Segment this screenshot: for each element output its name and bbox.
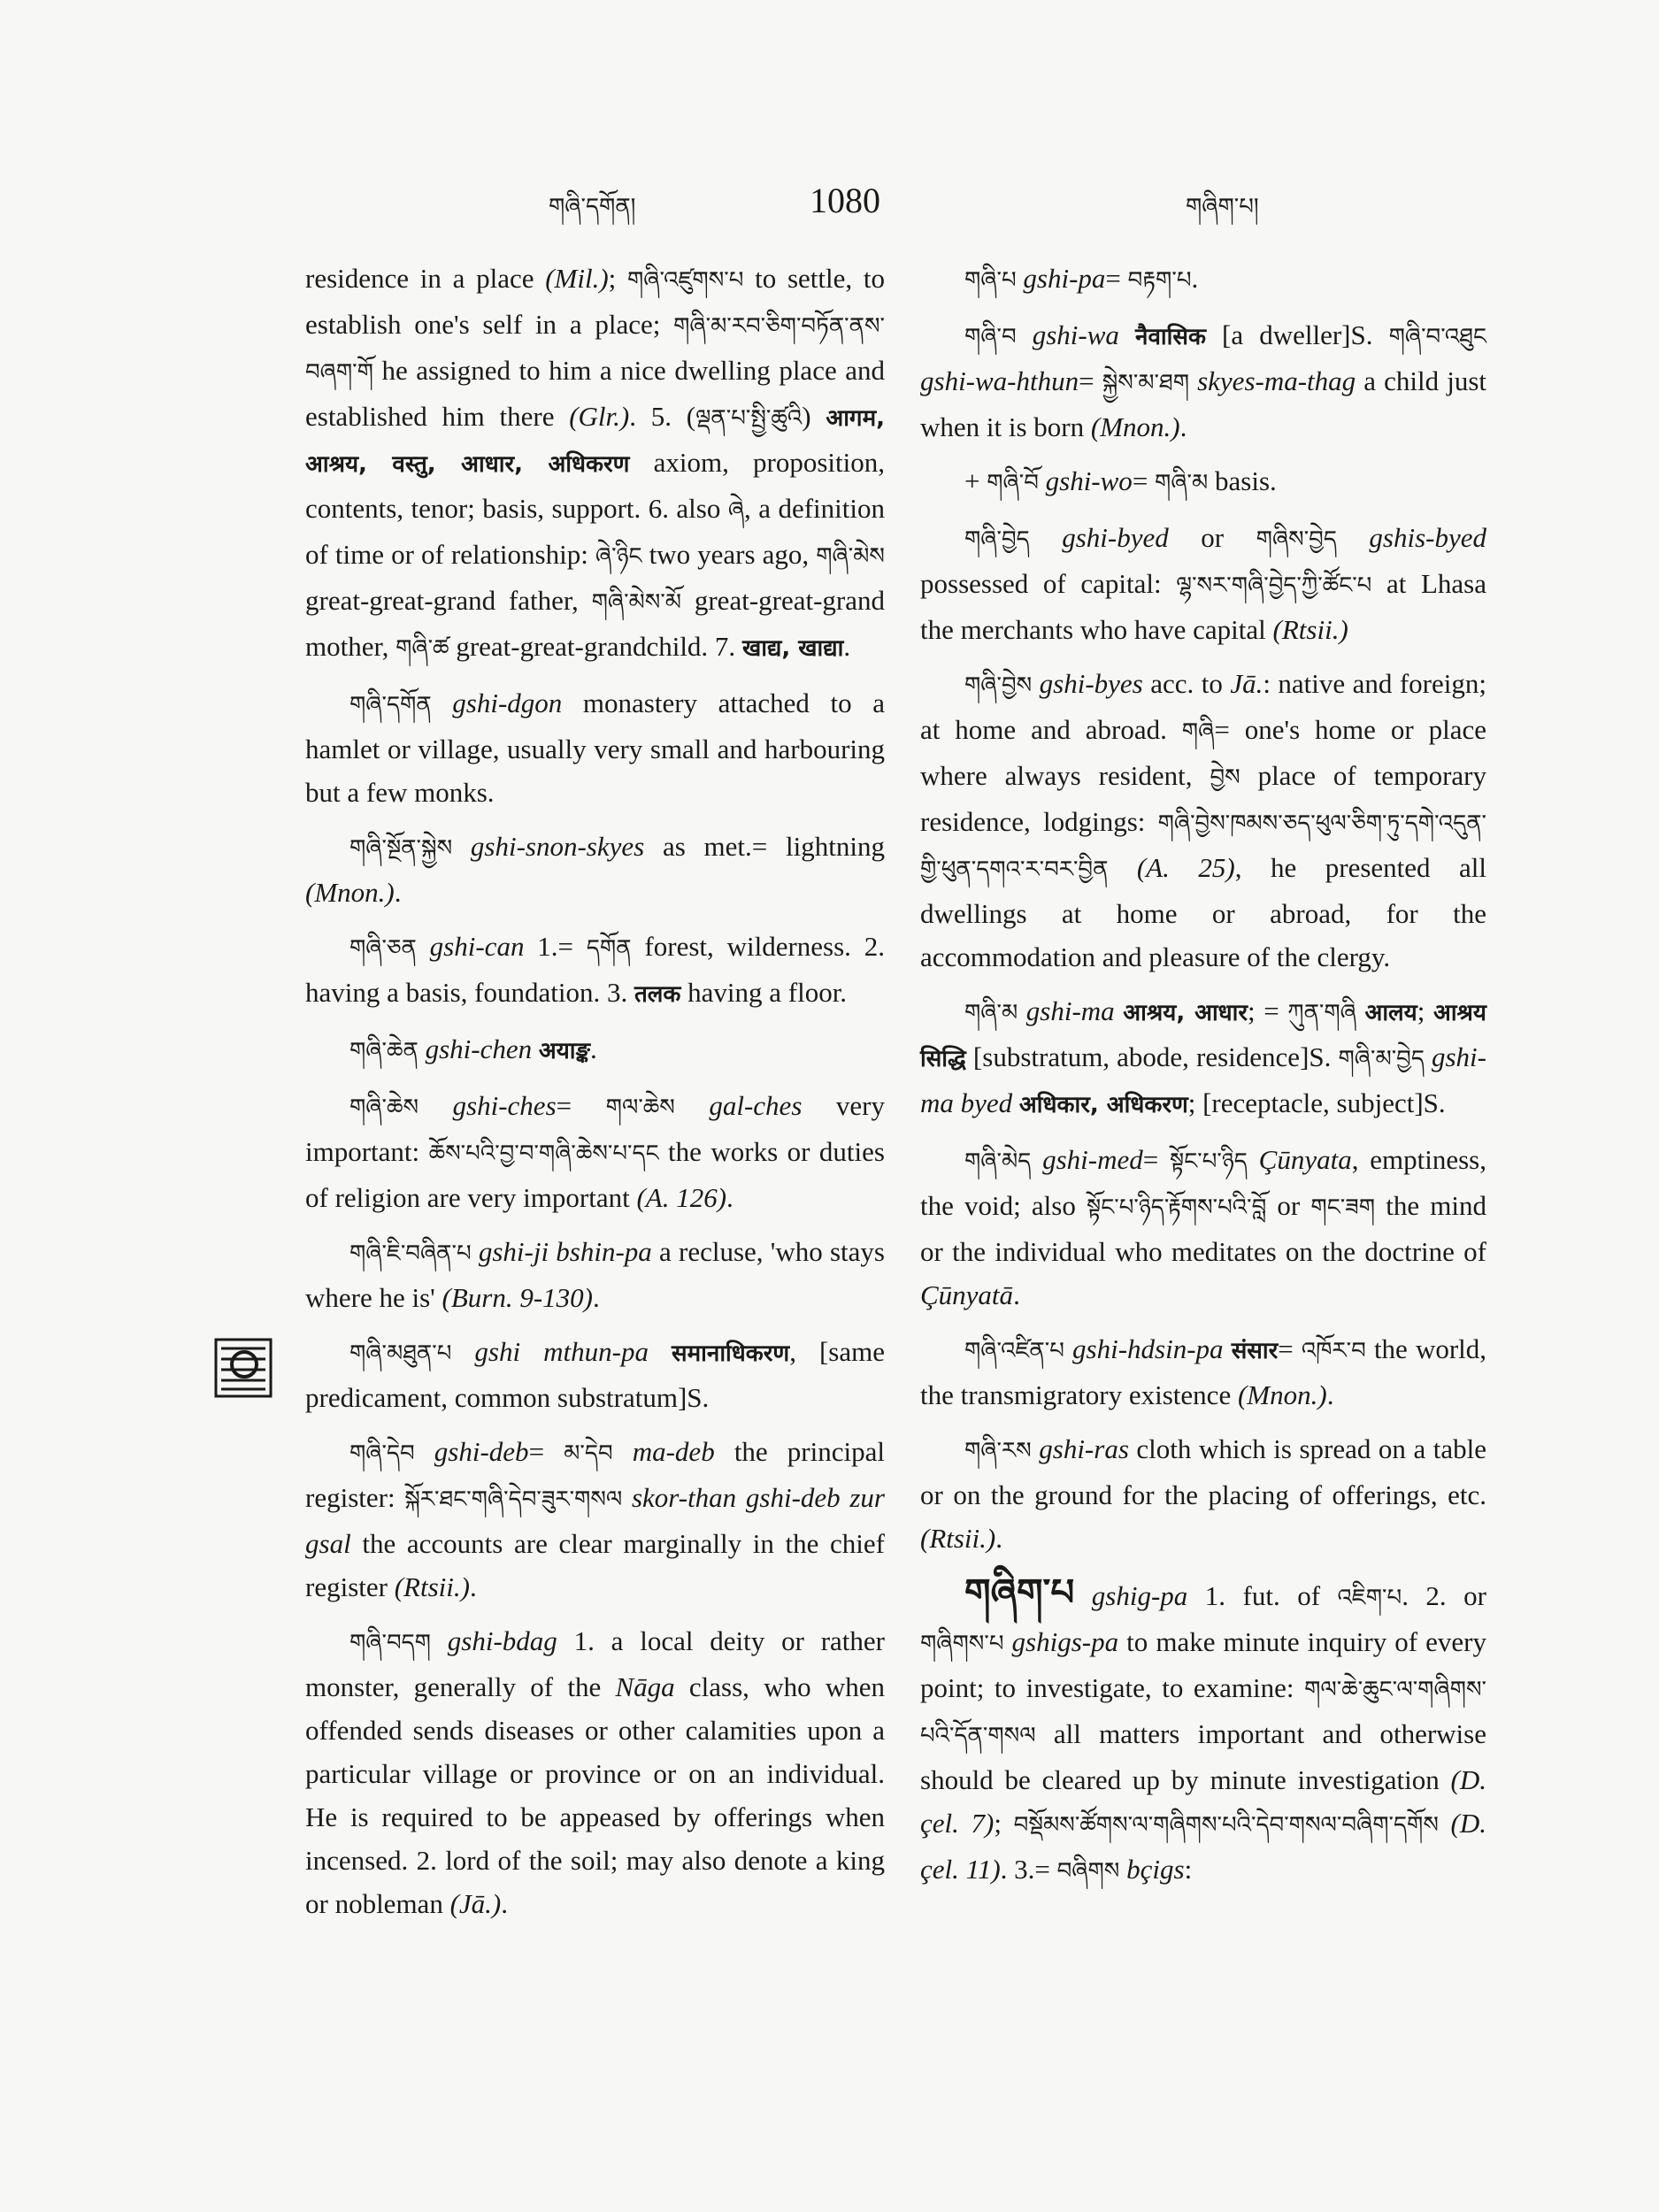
dictionary-entry	[305, 681, 885, 814]
tibetan-term: གཞི་བ་འཐུང	[1388, 324, 1486, 350]
definition-text: .	[501, 1888, 508, 1919]
definition-text: the world, the transmigratory existence	[920, 1333, 1487, 1410]
tibetan-term: སྐྱེས་མ་ཐག	[1102, 370, 1189, 396]
transliteration: gshi-ji bshin-pa	[471, 1236, 652, 1267]
tibetan-term: གཞིགས་པ	[920, 1631, 1004, 1657]
tibetan-term: གཞི་ཚ	[396, 635, 449, 662]
definition-text: ;	[994, 1808, 1014, 1839]
tibetan-term: སྟོང་པ་ཉིད་རྟོགས་པའི་བློ	[1087, 1194, 1267, 1221]
definition-text: , [same predicament, common substratum]S.	[305, 1336, 885, 1413]
definition-text	[649, 1336, 672, 1367]
source-citation: Jā.	[1230, 668, 1263, 699]
definition-text: .	[593, 1282, 600, 1313]
tibetan-term: བཞིགས	[1056, 1858, 1120, 1885]
definition-text: . 3.=	[1000, 1854, 1057, 1885]
definition-text: .	[1191, 263, 1199, 294]
definition-text: . 5. (	[629, 401, 696, 432]
sanskrit-term: संसार	[1231, 1338, 1279, 1364]
sanskrit-term: अयाङ्क	[538, 1038, 590, 1064]
dictionary-entry	[920, 516, 1486, 651]
definition-text: =	[1142, 1144, 1171, 1175]
tibetan-term: གཞི་མ	[1155, 470, 1209, 496]
tibetan-term: གཞི་བོ	[987, 470, 1039, 496]
definition-text	[1108, 852, 1137, 883]
definition-text: or	[1168, 522, 1256, 553]
sanskrit-term: आगम, आश्रय, वस्तु, आधार, अधिकरण	[305, 405, 885, 478]
dictionary-entry	[920, 257, 1486, 303]
tibetan-term: གཞི་མེས	[816, 543, 885, 570]
definition-text: =	[1105, 263, 1128, 294]
page-number: 1080	[810, 180, 880, 220]
running-head-right: གཞིག་པ།	[1186, 194, 1259, 220]
transliteration: skor-than gshi-deb zur gsal	[305, 1482, 885, 1559]
tibetan-headword-large: གཞིག་པ	[964, 1571, 1075, 1614]
transliteration: gshis-byed	[1336, 522, 1486, 553]
definition-text: a recluse, 'who stays where he is'	[305, 1236, 885, 1313]
definition-text: to make minute inquiry of every point; to investigate, to examine:	[920, 1626, 1486, 1703]
definition-text: 1. a local deity or rather monster, generally of the	[305, 1625, 886, 1702]
definition-text: basis.	[1208, 465, 1277, 496]
tibetan-term: གཞི་འཛིན་པ	[964, 1338, 1064, 1364]
right-column	[920, 257, 1486, 1904]
dictionary-entry	[305, 1330, 885, 1419]
tibetan-term: འཁོར་བ	[1301, 1338, 1366, 1364]
definition-text: ;	[608, 263, 627, 294]
source-citation: (Mnon.)	[1090, 411, 1180, 442]
tibetan-term: གཞི་ཆེན	[349, 1038, 419, 1064]
definition-text: or	[1266, 1190, 1311, 1221]
sanskrit-term: समानाधिकरण	[672, 1340, 790, 1367]
definition-text: the accounts are clear marginally in the chief register	[305, 1528, 885, 1602]
dictionary-entry	[920, 1138, 1486, 1317]
sanskrit-term: खाद्य, खाद्या	[741, 635, 844, 662]
tibetan-term: གཞི་མཐུན་པ	[349, 1340, 452, 1367]
transliteration: gshi-byes	[1032, 668, 1143, 699]
tibetan-term: གཞི་ཇི་བཞིན་པ	[349, 1240, 472, 1267]
source-citation: (Burn. 9-130)	[442, 1282, 593, 1313]
dictionary-entry	[920, 459, 1486, 505]
definition-text: as met.= lightning	[644, 831, 885, 862]
definition-text: .	[995, 1523, 1002, 1554]
definition-text: monastery attached to a hamlet or village, usually very small and harbouring but a few monks.	[305, 687, 885, 808]
definition-text: =	[1278, 1333, 1302, 1364]
transliteration: gshi-bdag	[431, 1625, 557, 1656]
tibetan-term: གཞིས་བྱེད	[1256, 526, 1337, 553]
sanskrit-term: आश्रय, आधार	[1123, 1000, 1248, 1026]
tibetan-term: གཞི་བྱེད	[964, 526, 1030, 553]
source-citation: (A. 126)	[636, 1182, 727, 1213]
sanskrit-term: आश्रय सिद्धि	[920, 1000, 1486, 1072]
transliteration: gshi mthun-pa	[451, 1336, 649, 1367]
definition-text	[1439, 1808, 1451, 1839]
tibetan-term: གཞི	[1181, 718, 1215, 745]
tibetan-term: གཞི་མ་རབ་ཅིག་བཏོན་ནས་བཞག་གོ	[305, 313, 885, 386]
definition-text: the mind or the individual who meditates on the doctrine of	[920, 1190, 1486, 1267]
transliteration: gshi-wa-hthun	[920, 365, 1079, 396]
transliteration: gshi-pa	[1016, 263, 1106, 294]
definition-text: cloth which is spread on a table or on the ground for the placing of offerings, etc.	[920, 1433, 1486, 1510]
definition-text: forest, wilderness. 2. having a basis, foundation. 3.	[305, 931, 886, 1008]
dictionary-entry	[305, 1027, 885, 1073]
tibetan-term: གཞི་བྱེས་ཁམས་ཅད་ཕུལ་ཅིག་ཏུ་དགེ་འདུན་གྱི་ཕུན་དགའ་ར་བར་བྱིན	[920, 810, 1486, 883]
transliteration: gshi-ma byed	[920, 1041, 1486, 1118]
source-citation: (A. 25)	[1136, 852, 1235, 883]
transliteration: gshi-chen	[418, 1033, 533, 1064]
definition-text: ; =	[1248, 995, 1288, 1026]
dictionary-entry	[305, 1230, 885, 1319]
definition-text: having a floor.	[680, 977, 848, 1008]
transliteration: skyes-ma-thag	[1189, 365, 1356, 396]
transliteration: gshi-deb	[414, 1436, 529, 1467]
definition-text	[1115, 995, 1124, 1026]
transliteration: gshi-dgon	[431, 687, 563, 718]
source-citation: (Rtsii.)	[394, 1571, 470, 1602]
dictionary-entry	[920, 1571, 1486, 1893]
tibetan-seal-icon	[212, 1336, 274, 1400]
page-header	[0, 181, 1659, 234]
definition-text: .	[1326, 1379, 1334, 1410]
dictionary-entry	[305, 925, 885, 1017]
definition-text: at Lhasa the merchants who have capital	[920, 568, 1487, 645]
definition-text: 1.=	[524, 931, 587, 962]
transliteration: gshigs-pa	[1003, 1626, 1119, 1657]
tibetan-term: གལ་ཆེས	[605, 1094, 675, 1121]
transliteration: gshi-med	[1031, 1144, 1143, 1175]
definition-text: the principal register:	[305, 1436, 885, 1513]
tibetan-term: གལ་ཆེ་ཆུང་ལ་གཞིགས་པའི་དོན་གསལ	[920, 1677, 1486, 1749]
tibetan-term: གཞི་མ་བྱེད	[1338, 1046, 1425, 1072]
tibetan-term: གཞི་སྔོན་སྐྱེས	[349, 835, 453, 862]
definition-text: class, who when offended sends diseases or other calamities upon a particular village or province or on an individual. He is required to be appeased by offerings when incensed. 2. lord of the soil; may also denote a king or nobleman	[305, 1671, 885, 1919]
definition-text: he assigned to him a nice dwelling place and established him there	[305, 355, 885, 432]
transliteration: gshi-wa	[1016, 319, 1119, 350]
definition-text: [substratum, abode, residence]S.	[965, 1041, 1339, 1072]
tibetan-term: གཞི་བ	[964, 324, 1017, 350]
source-citation: (Mnon.)	[305, 877, 395, 908]
definition-text: =	[528, 1436, 565, 1467]
definition-text: :	[1184, 1854, 1193, 1885]
transliteration: gshi-wo	[1038, 465, 1133, 496]
tibetan-term: ཞེ་ཉིང	[595, 543, 642, 570]
tibetan-term: ཆོས་པའི་བྱ་བ་གཞི་ཆེས་པ་དང	[428, 1141, 659, 1167]
tibetan-term: གཞི་ཅན	[349, 935, 417, 962]
left-column	[305, 257, 885, 1936]
running-head-left: གཞི་དགོན།	[549, 194, 636, 220]
definition-text: .	[843, 631, 851, 662]
definition-text: .	[1179, 411, 1187, 442]
transliteration: bçigs	[1119, 1854, 1185, 1885]
definition-text: great-great-grand mother,	[305, 585, 885, 662]
definition-text: : native and foreign; at home and abroad.	[920, 668, 1486, 745]
definition-text: residence in a place	[305, 263, 546, 294]
definition-text: acc. to	[1142, 668, 1231, 699]
sanskrit-term: अधिकार, अधिकरण	[1018, 1092, 1188, 1118]
definition-text: great-great-grand father,	[305, 585, 592, 616]
definition-text: , a definition of time or of relationship:	[305, 493, 885, 570]
definition-text: .	[590, 1033, 597, 1064]
source-citation: (Jā.)	[449, 1888, 502, 1919]
tibetan-term: ཀུན་གཞི	[1287, 1000, 1356, 1026]
transliteration: gshi-ches	[419, 1090, 557, 1121]
definition-text: ; [receptacle, subject]S.	[1187, 1087, 1446, 1118]
tibetan-term: གཞི་དེབ	[349, 1440, 415, 1467]
definition-text: two years ago,	[641, 539, 817, 570]
definition-text: )	[802, 401, 826, 432]
definition-text	[1224, 1333, 1232, 1364]
source-citation: (Mnon.)	[1237, 1379, 1327, 1410]
tibetan-term: དགོན	[586, 935, 632, 962]
definition-text: , emptiness, the void; also	[920, 1144, 1486, 1221]
definition-text: =	[1079, 365, 1102, 396]
tibetan-term: བརྟག་པ	[1127, 267, 1192, 294]
transliteration: gshi-ras	[1031, 1433, 1129, 1464]
definition-text: a child just when it is born	[920, 365, 1486, 442]
transliteration: ma-deb	[612, 1436, 715, 1467]
tibetan-term: གང་ཟག	[1310, 1194, 1376, 1221]
dictionary-entry	[305, 825, 885, 914]
dictionary-entry	[920, 989, 1486, 1127]
tibetan-term: སྟོང་པ་ཉིད	[1170, 1148, 1248, 1175]
definition-text: great-great-grandchild. 7.	[449, 631, 742, 662]
definition-text: to settle, to establish one's self in a place;	[305, 263, 885, 340]
tibetan-term: གཞི་དགོན	[349, 692, 432, 718]
tibetan-term: ལྷ་སར་གཞི་བྱེད་ཀྱི་ཚོང་པ	[1176, 572, 1372, 599]
definition-text: [a dweller]S.	[1205, 319, 1389, 350]
sanskrit-term: नैवासिक	[1135, 324, 1206, 350]
dictionary-entry	[920, 662, 1486, 979]
dictionary-entry	[305, 1084, 885, 1219]
tibetan-term: སྐོར་ཐང་གཞི་དེབ་ཟུར་གསལ	[404, 1486, 623, 1513]
definition-text: = one's home or place where always resident,	[920, 714, 1486, 791]
tibetan-term: གཞི་མེད	[964, 1148, 1032, 1175]
tibetan-term: འཇིག་པ	[1337, 1585, 1402, 1611]
sanskrit-term: तलक	[634, 981, 681, 1008]
source-citation: (Mil.)	[545, 263, 609, 294]
definition-text: place of temporary residence, lodgings:	[920, 760, 1486, 837]
definition-text	[1012, 1087, 1019, 1118]
dictionary-entry	[920, 313, 1486, 449]
transliteration: gshi-ma	[1018, 995, 1115, 1026]
dictionary-entry	[920, 1327, 1486, 1417]
definition-text: .	[1013, 1279, 1020, 1310]
tibetan-term: གཞི་འཛུགས་པ	[627, 267, 744, 294]
definition-text: .	[726, 1182, 733, 1213]
tibetan-term: གཞི་རས	[964, 1438, 1032, 1464]
definition-text: , he presented all dwellings at home or abroad, for the accommodation and pleasure of the clergy.	[920, 852, 1486, 972]
tibetan-term: ཞེ	[727, 497, 745, 524]
transliteration: Çūnyata	[1247, 1144, 1352, 1175]
dictionary-entry	[305, 257, 885, 671]
tibetan-term: གཞི་པ	[964, 267, 1017, 294]
definition-text: possessed of capital:	[920, 568, 1177, 599]
tibetan-term: གཞི་མེས་མོ	[591, 589, 682, 616]
definition-text: axiom, proposition, contents, tenor; basis, support. 6. also	[305, 447, 885, 524]
definition-text: 1. fut. of	[1187, 1580, 1338, 1611]
tibetan-term: གཞི་མ	[964, 1000, 1018, 1026]
tibetan-term: གཞི་བདག	[349, 1630, 431, 1656]
definition-text: .	[469, 1571, 477, 1602]
transliteration: gshig-pa	[1074, 1580, 1188, 1611]
transliteration: gshi-hdsin-pa	[1064, 1333, 1224, 1364]
definition-text: . 2. or	[1402, 1580, 1486, 1611]
definition-text: ;	[1417, 995, 1433, 1026]
source-citation: (D. çel. 11)	[920, 1808, 1486, 1885]
definition-text: +	[964, 465, 987, 496]
dictionary-entry	[305, 1430, 885, 1609]
tibetan-term: མ་དེབ	[564, 1440, 613, 1467]
definition-text: .	[394, 877, 402, 908]
source-citation: (Glr.)	[569, 401, 630, 432]
tibetan-term: བྱེས	[1210, 764, 1240, 791]
tibetan-term: ལྡན་པ་སྤྱི་ཚུའི	[695, 405, 803, 432]
dictionary-entry	[305, 1619, 885, 1925]
definition-text: all matters important and otherwise should be cleared up by minute investigation	[920, 1718, 1486, 1795]
definition-text: very important:	[305, 1090, 885, 1167]
definition-text	[532, 1033, 539, 1064]
definition-text: =	[556, 1090, 606, 1121]
transliteration: Çūnyatā	[920, 1279, 1014, 1310]
definition-text: =	[1132, 465, 1156, 496]
source-citation: (Rtsii.)	[1272, 614, 1348, 645]
tibetan-term: གཞི་བྱེས	[964, 672, 1033, 699]
source-citation: Nāga	[615, 1671, 675, 1702]
tibetan-term: གཞི་ཆེས	[349, 1094, 419, 1121]
definition-text: the works or duties of religion are very important	[305, 1136, 885, 1213]
sanskrit-term: आलय	[1364, 1000, 1417, 1026]
transliteration: gal-ches	[674, 1090, 803, 1121]
tibetan-term: བསྡོམས་ཚོགས་ལ་གཞིགས་པའི་དེབ་གསལ་བཞིག་དགོས	[1013, 1812, 1439, 1839]
transliteration: gshi-can	[416, 931, 525, 962]
definition-text	[1119, 319, 1135, 350]
source-citation: (D. çel. 7)	[920, 1764, 1486, 1839]
transliteration: gshi-byed	[1029, 522, 1169, 553]
transliteration: gshi-snon-skyes	[452, 831, 645, 862]
dictionary-entry	[920, 1427, 1486, 1560]
source-citation: (Rtsii.)	[920, 1523, 996, 1554]
